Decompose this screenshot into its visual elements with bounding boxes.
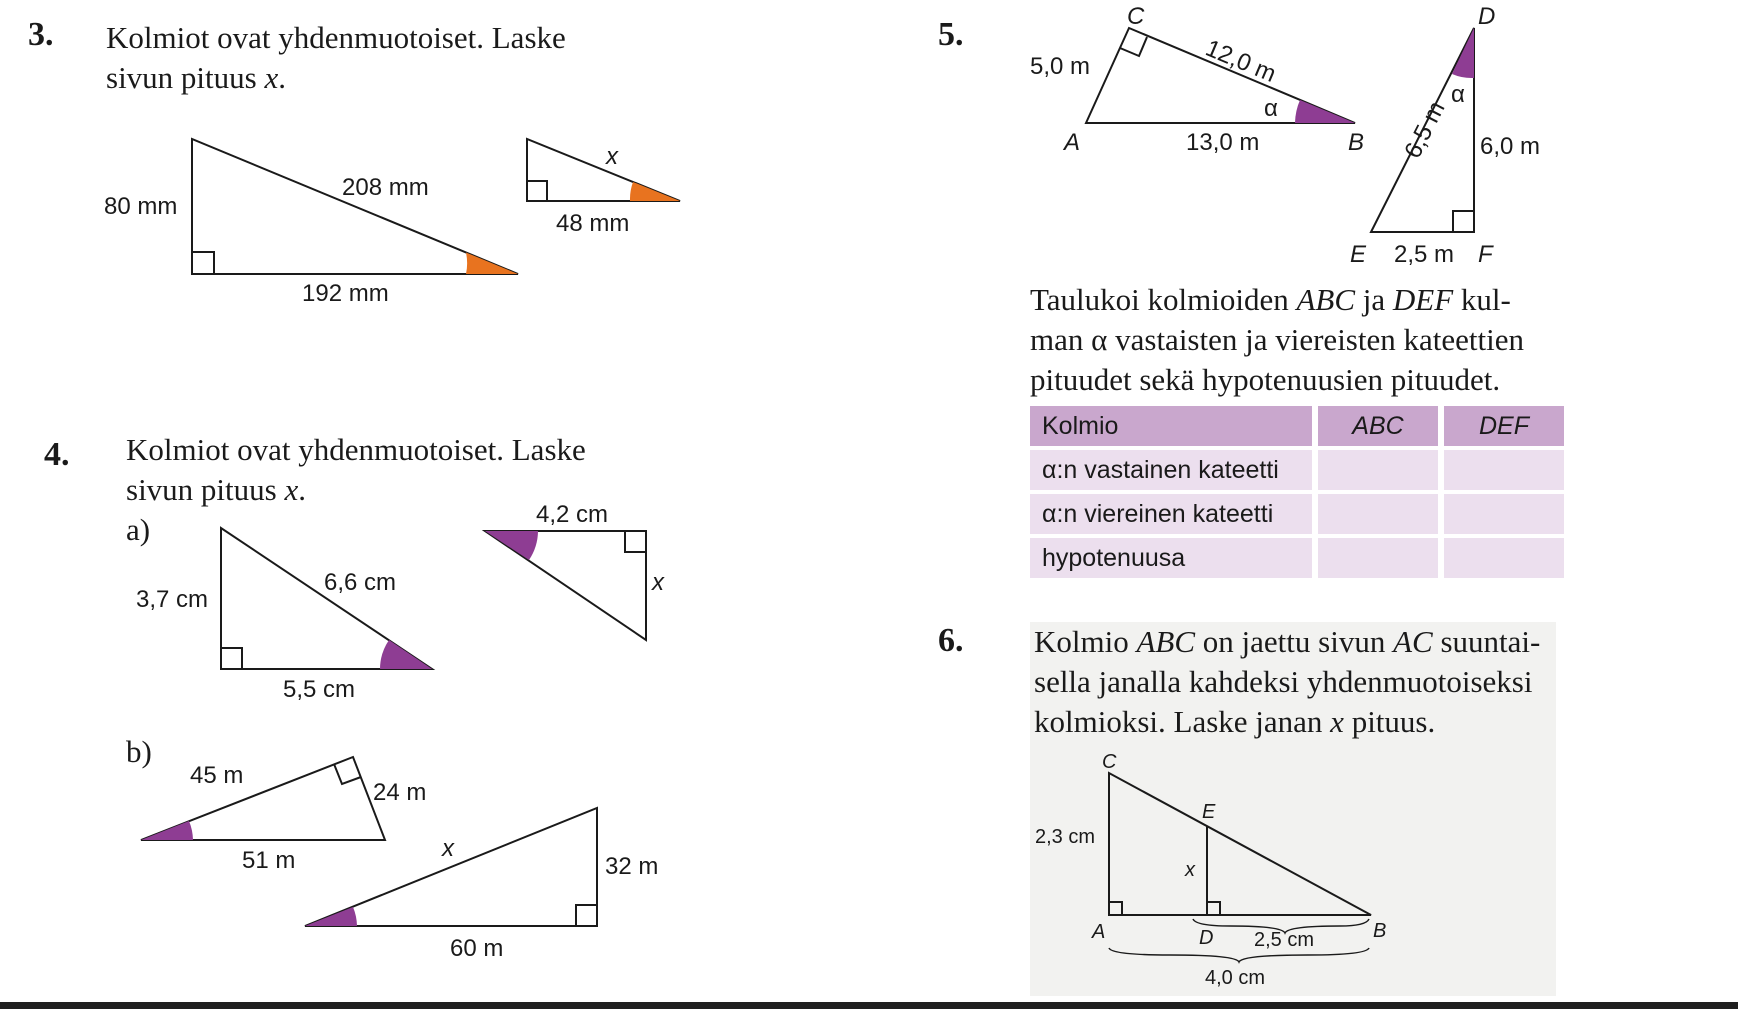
- label: 51 m: [242, 847, 296, 874]
- exercise-6-line1: Kolmio ABC on jaettu sivun AC suuntai-: [1034, 624, 1541, 659]
- right-angle-icon: [221, 648, 242, 669]
- vertex-label: E: [1350, 241, 1367, 268]
- label: 24 m: [373, 779, 427, 806]
- angle-marker: [1295, 100, 1355, 123]
- bottom-bar: [0, 1002, 1738, 1009]
- table-cell-label: hypotenuusa: [1030, 538, 1312, 578]
- label: 32 m: [605, 853, 659, 880]
- vertex-label: D: [1478, 3, 1496, 30]
- right-angle-icon: [527, 181, 547, 201]
- right-angle-icon: [576, 905, 597, 926]
- ex3-small-triangle: [527, 139, 680, 201]
- exercise-5-line3: pituudet sekä hypotenuusien pituudet.: [1030, 362, 1501, 397]
- vertex-label: E: [1202, 801, 1216, 823]
- table-cell-label: α:n viereinen kateetti: [1030, 494, 1312, 534]
- exercise-4-line1: Kolmiot ovat yhdenmuotoiset. Laske: [126, 432, 586, 467]
- label: 12,0 m: [1201, 34, 1280, 88]
- ex4b-small-triangle: [141, 757, 385, 840]
- ex4b-big-triangle: [305, 808, 597, 926]
- exercise-3-number: 3.: [28, 16, 54, 53]
- angle-marker: [630, 182, 680, 201]
- ex4a-right-triangle: [485, 531, 646, 640]
- vertex-label: B: [1348, 129, 1365, 156]
- label: 80 mm: [104, 193, 178, 220]
- label: x: [442, 835, 454, 862]
- label: 2,5 cm: [1254, 929, 1315, 951]
- exercise-4a-label: a): [126, 512, 151, 547]
- angle-marker: [485, 531, 538, 560]
- right-angle-icon: [1109, 902, 1122, 915]
- label: 5,0 m: [1030, 53, 1091, 80]
- exercise-5-line2: man α vastaisten ja viereisten kateettien: [1030, 322, 1524, 357]
- label: 3,7 cm: [136, 586, 209, 613]
- label: 5,5 cm: [283, 676, 356, 703]
- vertex-label: D: [1199, 927, 1214, 949]
- exercise-5-number: 5.: [938, 16, 964, 53]
- label: 45 m: [190, 762, 244, 789]
- ex6-figure: [1109, 773, 1371, 962]
- right-angle-icon: [625, 531, 646, 552]
- angle-label: α: [1451, 81, 1465, 108]
- right-angle-icon: [1453, 211, 1474, 232]
- angle-label: α: [1264, 95, 1278, 122]
- label: 192 mm: [302, 280, 389, 307]
- label: 13,0 m: [1186, 129, 1260, 156]
- vertex-label: C: [1102, 751, 1117, 773]
- ex3-big-triangle: [192, 139, 518, 274]
- exercise-5-line1: Taulukoi kolmioiden ABC ja DEF kul-: [1030, 282, 1511, 317]
- table-cell-label: α:n vastainen kateetti: [1030, 450, 1312, 490]
- exercise-3-line1: Kolmiot ovat yhdenmuotoiset. Laske: [106, 20, 566, 55]
- label: 208 mm: [342, 174, 429, 201]
- label: 6,5 m: [1399, 96, 1451, 163]
- right-angle-icon: [192, 252, 214, 274]
- vertex-label: C: [1127, 3, 1145, 30]
- exercise-3-line2: sivun pituus x.: [106, 60, 286, 95]
- table-header-kolmio: Kolmio: [1030, 406, 1312, 446]
- exercise-6-number: 6.: [938, 622, 964, 659]
- exercise-6-line3: kolmioksi. Laske janan x pituus.: [1034, 704, 1436, 739]
- exercise-6-line2: sella janalla kahdeksi yhdenmuotoiseksi: [1034, 664, 1533, 699]
- angle-marker: [380, 640, 432, 669]
- label: x: [606, 143, 618, 170]
- exercise-4b-label: b): [126, 734, 152, 769]
- angle-marker: [141, 821, 193, 840]
- label: 4,0 cm: [1205, 967, 1266, 989]
- label: x: [1185, 859, 1195, 881]
- angle-marker: [1452, 28, 1474, 78]
- vertex-label: F: [1478, 241, 1493, 268]
- vertex-label: A: [1064, 129, 1081, 156]
- label: x: [652, 569, 664, 596]
- label: 60 m: [450, 935, 504, 962]
- label: 6,6 cm: [324, 569, 397, 596]
- vertex-label: B: [1373, 920, 1387, 942]
- exercise-4-number: 4.: [44, 436, 70, 473]
- table-header-abc: ABC: [1318, 406, 1438, 446]
- angle-marker: [192, 253, 518, 275]
- angle-marker: [305, 907, 357, 926]
- right-angle-icon: [1207, 902, 1220, 915]
- label: 2,3 cm: [1035, 826, 1096, 848]
- table-header-def: DEF: [1444, 406, 1564, 446]
- ex4a-left-triangle: [221, 528, 432, 669]
- label: 4,2 cm: [536, 501, 609, 528]
- label: 48 mm: [556, 210, 630, 237]
- brace-ab: [1109, 948, 1369, 962]
- exercise-4-line2: sivun pituus x.: [126, 472, 306, 507]
- vertex-label: A: [1092, 921, 1106, 943]
- label: 6,0 m: [1480, 133, 1541, 160]
- label: 2,5 m: [1394, 241, 1455, 268]
